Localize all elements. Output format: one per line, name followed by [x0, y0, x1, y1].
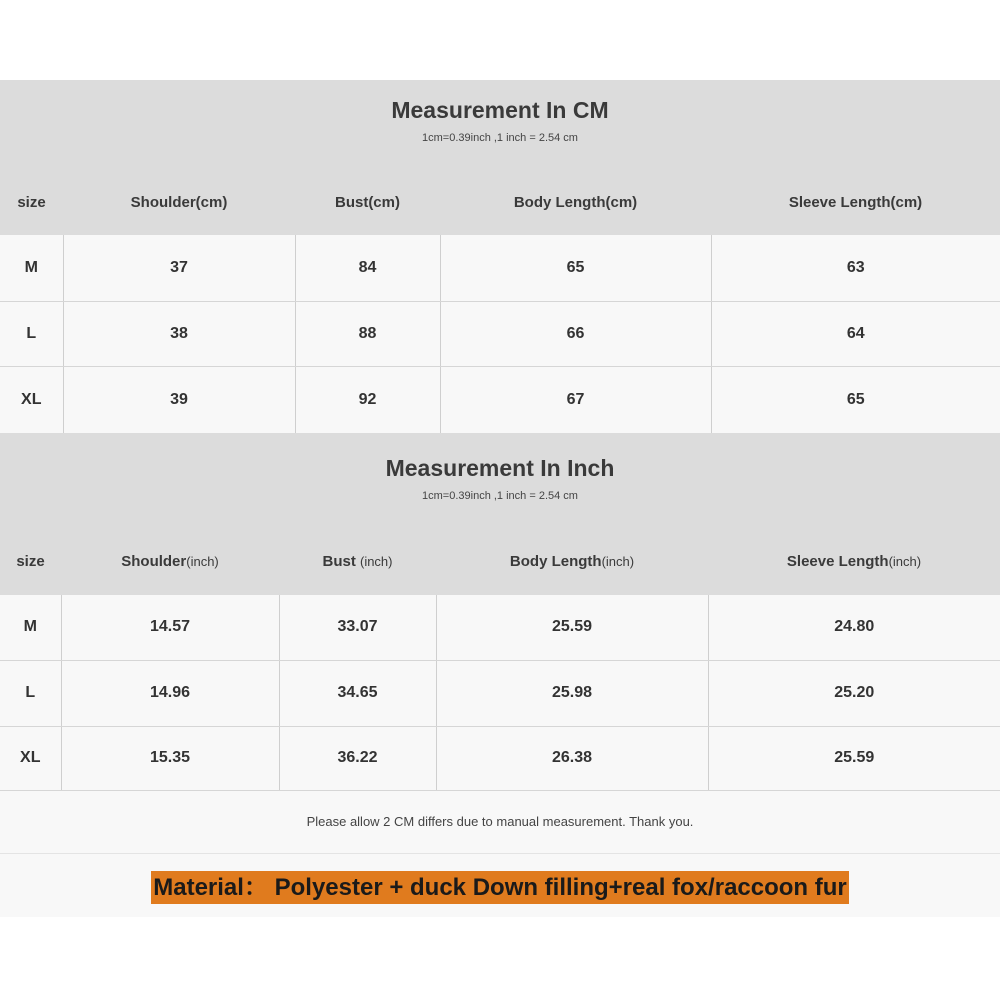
- column-header-label: Sleeve Length: [786, 553, 889, 570]
- table-row: [0, 595, 1000, 660]
- sleeve-length-cell: 25.20: [708, 660, 1000, 726]
- sleeve-length-cell: 25.59: [708, 726, 1000, 790]
- column-header-label: size: [16, 553, 45, 570]
- column-header-label: Body Length: [509, 553, 602, 570]
- sleeve-length-cell: 63: [711, 235, 1000, 301]
- table-row: [0, 366, 1000, 433]
- column-header: [295, 170, 440, 235]
- column-header-unit: (inch): [601, 554, 635, 569]
- shoulder-cell: 14.96: [61, 660, 279, 726]
- body-length-cell: 25.59: [436, 595, 708, 660]
- column-header: [63, 170, 295, 235]
- inch-conversion-note: 1cm=0.39inch ,1 inch = 2.54 cm: [422, 490, 578, 502]
- body-length-cell: 66: [440, 301, 711, 366]
- column-header-unit: (inch): [888, 554, 922, 569]
- cm-section-title: Measurement In CM: [391, 97, 609, 123]
- column-header: [61, 528, 279, 595]
- shoulder-cell: 39: [63, 366, 295, 433]
- column-header: [0, 528, 61, 595]
- column-header-unit: (inch): [359, 554, 393, 569]
- bust-cell: 36.22: [279, 726, 436, 790]
- column-header: [436, 528, 708, 595]
- material-label: Material： Polyester + duck Down filling+real fox/raccoon fur: [151, 871, 849, 904]
- size-cell: L: [0, 301, 63, 366]
- inch-section-header: [0, 433, 1000, 528]
- column-header-label: Bust(cm): [334, 194, 400, 211]
- bust-cell: 33.07: [279, 595, 436, 660]
- column-header: [440, 170, 711, 235]
- bust-cell: 92: [295, 366, 440, 433]
- sleeve-length-cell: 24.80: [708, 595, 1000, 660]
- table-row: [0, 301, 1000, 366]
- body-length-cell: 65: [440, 235, 711, 301]
- bust-cell: 84: [295, 235, 440, 301]
- cm-size-table: [0, 170, 1000, 433]
- column-header: [708, 528, 1000, 595]
- shoulder-cell: 15.35: [61, 726, 279, 790]
- shoulder-cell: 14.57: [61, 595, 279, 660]
- column-header: [0, 170, 63, 235]
- column-header-label: size: [17, 194, 46, 211]
- column-header-unit: (inch): [186, 554, 219, 569]
- bust-cell: 88: [295, 301, 440, 366]
- inch-size-table: [0, 528, 1000, 790]
- body-length-cell: 25.98: [436, 660, 708, 726]
- sleeve-length-cell: 64: [711, 301, 1000, 366]
- column-header-label: Shoulder(cm): [130, 194, 228, 211]
- inch-section-title: Measurement In Inch: [385, 455, 615, 481]
- size-cell: XL: [0, 366, 63, 433]
- column-header-label: Bust: [322, 553, 360, 570]
- body-length-cell: 26.38: [436, 726, 708, 790]
- cm-section-header: [0, 80, 1000, 170]
- material-band: [0, 854, 1000, 917]
- sleeve-length-cell: 65: [711, 366, 1000, 433]
- size-chart: [0, 80, 1000, 917]
- column-header-label: Shoulder: [121, 553, 187, 570]
- measurement-disclaimer: Please allow 2 CM differs due to manual measurement. Thank you.: [0, 790, 1000, 854]
- size-cell: L: [0, 660, 61, 726]
- shoulder-cell: 37: [63, 235, 295, 301]
- cm-header-row: [0, 170, 1000, 235]
- size-cell: M: [0, 595, 61, 660]
- column-header-label: Body Length(cm): [513, 194, 638, 211]
- shoulder-cell: 38: [63, 301, 295, 366]
- table-row: [0, 235, 1000, 301]
- table-row: [0, 660, 1000, 726]
- bust-cell: 34.65: [279, 660, 436, 726]
- column-header-label: Sleeve Length(cm): [788, 194, 923, 211]
- body-length-cell: 67: [440, 366, 711, 433]
- cm-conversion-note: 1cm=0.39inch ,1 inch = 2.54 cm: [422, 132, 578, 144]
- table-row: [0, 726, 1000, 790]
- size-cell: M: [0, 235, 63, 301]
- column-header: [711, 170, 1000, 235]
- column-header: [279, 528, 436, 595]
- inch-header-row: [0, 528, 1000, 595]
- size-cell: XL: [0, 726, 61, 790]
